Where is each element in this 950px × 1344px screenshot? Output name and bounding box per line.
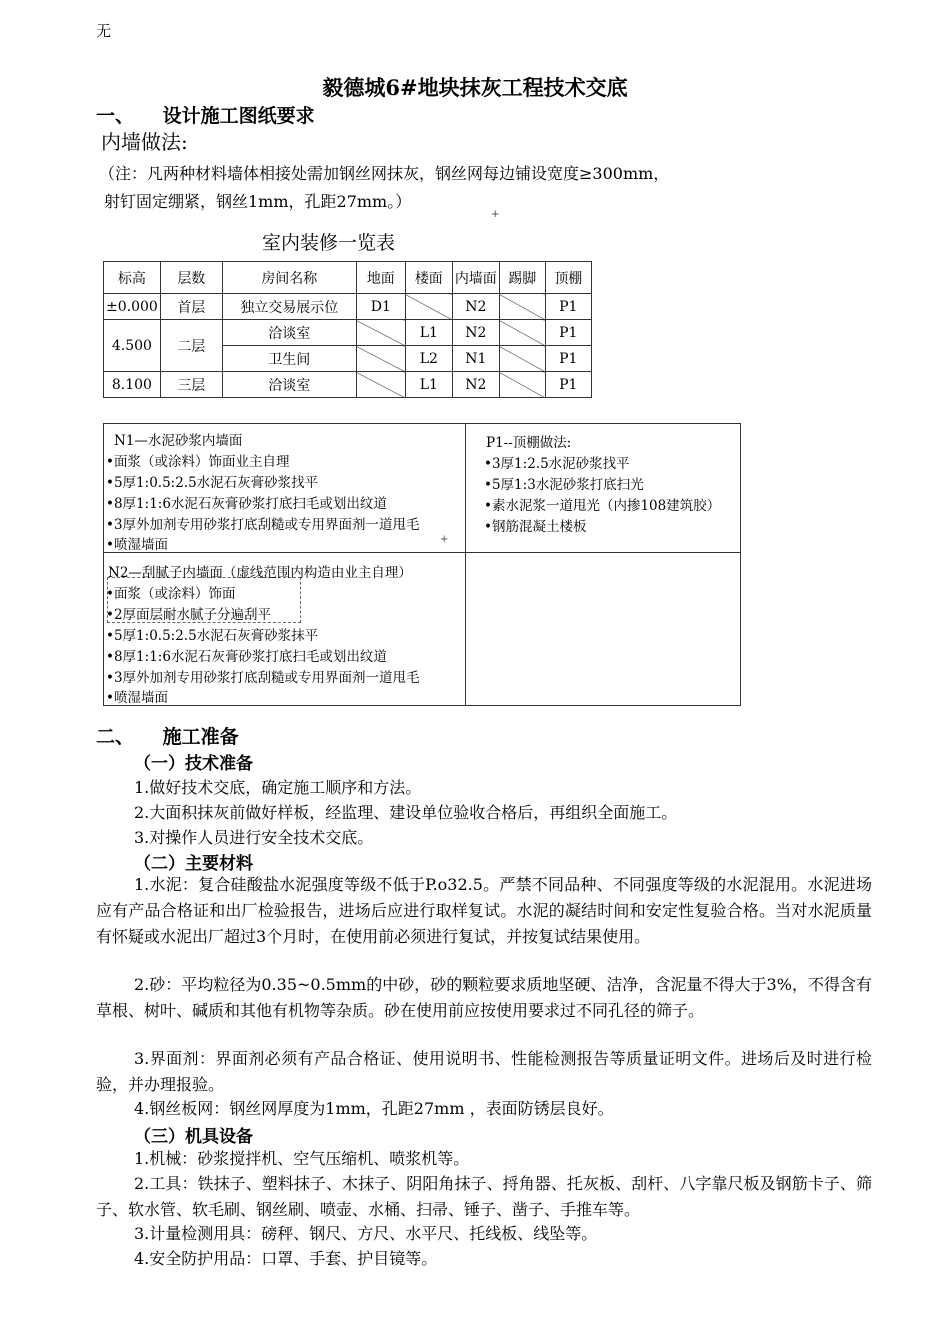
- table-cell: 8.100: [104, 372, 161, 398]
- table-cell: 洽谈室: [222, 320, 356, 346]
- table-cell: 洽谈室: [222, 372, 356, 398]
- table-cell: 4.500: [104, 320, 161, 372]
- header-cell: 踢脚: [499, 262, 545, 294]
- table-cell: N2: [452, 372, 499, 398]
- p1-item: •5厚1:3水泥砂浆打底扫光: [484, 477, 644, 493]
- table-cell-empty: [499, 294, 545, 320]
- table-cell: 三层: [160, 372, 222, 398]
- n1-item: •3厚外加剂专用砂浆打底刮糙或专用界面剂一道甩毛: [106, 517, 420, 533]
- table-cell: 首层: [160, 294, 222, 320]
- materials-interface-agent: 3.界面剂：界面剂必须有产品合格证、使用说明书、性能检测报告等质量证明文件。进场后及时进行检验，并办理报验。: [96, 1049, 872, 1094]
- tech-item: 1.做好技术交底，确定施工顺序和方法。: [134, 778, 422, 797]
- section-1-heading: [96, 101, 315, 128]
- p1-title: P1--顶棚做法:: [486, 435, 572, 451]
- equipment-machinery: 1.机械：砂浆搅拌机、空气压缩机、喷浆机等。: [134, 1149, 470, 1168]
- table-cell: P1: [545, 346, 591, 372]
- note-line-1: （注：凡两种材料墙体相接处需加钢丝网抹灰，钢丝网每边铺设宽度≥300mm，: [99, 164, 670, 183]
- inner-wall-heading: 内墙做法:: [101, 130, 188, 154]
- table-cell-empty: [356, 346, 405, 372]
- p1-item: •钢筋混凝土楼板: [484, 519, 587, 535]
- table-cell-empty: [356, 320, 405, 346]
- table-caption: 室内装修一览表: [262, 232, 396, 254]
- table-cell: P1: [545, 372, 591, 398]
- header-cell: 层数: [160, 262, 222, 294]
- p1-item: •3厚1:2.5水泥砂浆找平: [484, 456, 630, 472]
- section-2-number: 二、: [96, 726, 135, 748]
- table-cell: L1: [405, 320, 452, 346]
- materials-cement: 1.水泥：复合硅酸盐水泥强度等级不低于P.o32.5。严禁不同品种、不同强度等级的水泥混用。水泥进场应有产品合格证和出厂检验报告，进场后应进行取样复试。水泥的凝结时间和安定性复验合格。当对水泥质量有怀疑或水泥出厂超过3个月时，在使用前必须进行复试，并按复试结果使用。: [96, 875, 872, 946]
- table-cell: D1: [356, 294, 405, 320]
- n2-item: •5厚1:0.5:2.5水泥石灰膏砂浆抹平: [106, 628, 319, 644]
- tech-item: 2.大面积抹灰前做好样板，经监理、建设单位验收合格后，再组织全面施工。: [134, 803, 678, 822]
- table-cell: L1: [405, 372, 452, 398]
- table-row: [104, 294, 592, 320]
- n1-item: •面浆（或涂料）饰面业主自理: [106, 454, 290, 470]
- page-header: 无: [96, 22, 112, 40]
- n2-item: •3厚外加剂专用砂浆打底刮糙或专用界面剂一道甩毛: [106, 670, 420, 686]
- equipment-heading: （三）机具设备: [134, 1127, 253, 1147]
- n2-item: •2厚面层耐水腻子分遍刮平: [106, 607, 272, 623]
- equipment-measuring: 3.计量检测用具：磅秤、钢尺、方尺、水平尺、托线板、线坠等。: [134, 1224, 598, 1243]
- table-cell-empty: [405, 294, 452, 320]
- equipment-tools: 2.工具：铁抹子、塑料抹子、木抹子、阴阳角抹子、捋角器、托灰板、刮杆、八字靠尺板及钢筋卡子、筛子、软水管、软毛刷、钢丝刷、喷壶、水桶、扫帚、锤子、凿子、手推车等。: [96, 1174, 872, 1219]
- table-cell: P1: [545, 294, 591, 320]
- plus-mark: +: [491, 209, 500, 220]
- table-cell: 二层: [160, 320, 222, 372]
- document-title: 毅德城6#地块抹灰工程技术交底: [322, 75, 628, 100]
- materials-heading: （二）主要材料: [134, 854, 253, 874]
- table-cell: P1: [545, 320, 591, 346]
- n1-item: •喷湿墙面: [106, 537, 168, 553]
- n2-item: •面浆（或涂料）饰面: [106, 586, 236, 602]
- n1-item: •8厚1:1:6水泥石灰膏砂浆打底扫毛或划出纹道: [106, 496, 387, 512]
- materials-wire-mesh: 4.钢丝板网：钢丝网厚度为1mm，孔距27mm ，表面防锈层良好。: [134, 1099, 614, 1118]
- table-cell: 独立交易展示位: [222, 294, 356, 320]
- tech-prep-heading: （一）技术准备: [134, 754, 253, 774]
- section-2-label: 施工准备: [162, 726, 239, 748]
- note-line-2: 射钉固定绷紧，钢丝1mm，孔距27mm。）: [104, 192, 412, 211]
- section-1-label: 设计施工图纸要求: [162, 105, 315, 127]
- header-cell: 房间名称: [222, 262, 356, 294]
- section-1-number: 一、: [96, 105, 135, 127]
- header-cell: 顶棚: [545, 262, 591, 294]
- table-row: [104, 320, 592, 346]
- table-cell-empty: [499, 320, 545, 346]
- table-cell: N2: [452, 294, 499, 320]
- n1-item: •5厚1:0.5:2.5水泥石灰膏砂浆找平: [106, 475, 319, 491]
- table-cell: N2: [452, 320, 499, 346]
- table-row: [104, 372, 592, 398]
- tech-item: 3.对操作人员进行安全技术交底。: [134, 828, 374, 847]
- table-cell-empty: [499, 372, 545, 398]
- construction-detail-boxes: [103, 423, 741, 706]
- table-cell: L2: [405, 346, 452, 372]
- plus-mark: +: [440, 534, 449, 545]
- header-cell: 楼面: [405, 262, 452, 294]
- materials-sand: 2.砂：平均粒径为0.35~0.5mm的中砂，砂的颗粒要求质地坚硬、洁净，含泥量不得大于3%，不得含有草根、树叶、碱质和其他有机物等杂质。砂在使用前应按使用要求过不同孔径的筛子。: [96, 975, 872, 1020]
- section-2-heading: [96, 722, 239, 749]
- table-header-row: [104, 262, 592, 294]
- n2-item: •喷湿墙面: [106, 690, 168, 706]
- n1-title: N1—水泥砂浆内墙面: [114, 433, 243, 449]
- header-cell: 地面: [356, 262, 405, 294]
- table-cell-empty: [356, 372, 405, 398]
- n2-title: N2—刮腻子内墙面（虚线范围内构造由业主自理）: [108, 565, 412, 581]
- header-cell: 内墙面: [452, 262, 499, 294]
- table-cell: N1: [452, 346, 499, 372]
- p1-item: •素水泥浆一道甩光（内掺108建筑胶）: [484, 498, 721, 514]
- table-cell-empty: [499, 346, 545, 372]
- decoration-table: [103, 261, 592, 398]
- table-cell: ±0.000: [104, 294, 161, 320]
- table-cell: 卫生间: [222, 346, 356, 372]
- header-cell: 标高: [104, 262, 161, 294]
- equipment-safety: 4.安全防护用品：口罩、手套、护目镜等。: [134, 1249, 438, 1268]
- box-divider-horizontal: [104, 552, 740, 553]
- box-divider-vertical: [465, 424, 466, 705]
- n2-item: •8厚1:1:6水泥石灰膏砂浆打底扫毛或划出纹道: [106, 649, 387, 665]
